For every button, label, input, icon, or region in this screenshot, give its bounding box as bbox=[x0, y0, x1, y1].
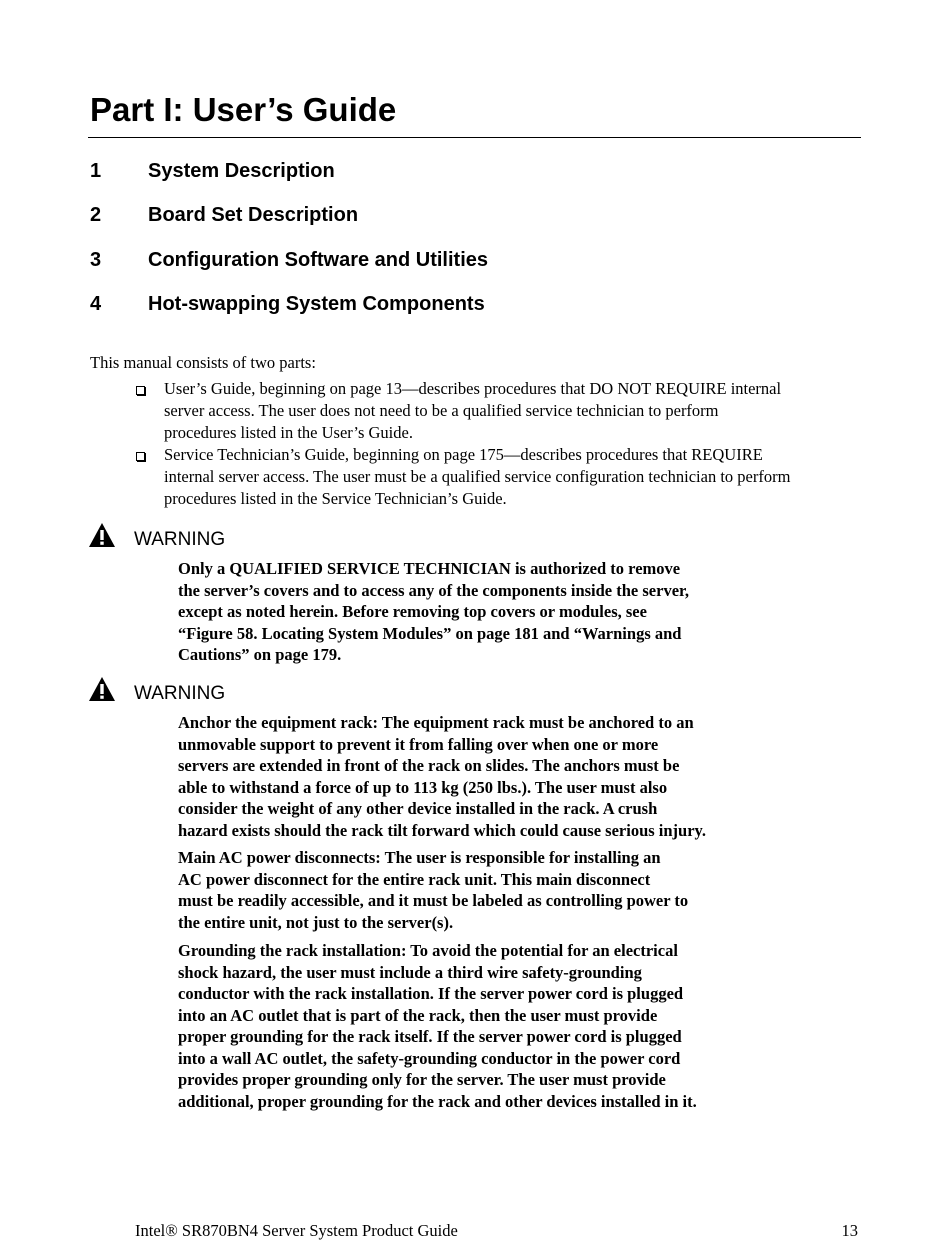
text-line: shock hazard, the user must include a third wire safety-grounding bbox=[178, 962, 642, 982]
text-line: Anchor the equipment rack: The equipment rack must be anchored to an bbox=[178, 713, 694, 732]
text-line: Main AC power disconnects: The user is responsible for installing an bbox=[178, 848, 661, 867]
warning-paragraph bbox=[178, 847, 688, 933]
chapter-title: Hot-swapping System Components bbox=[148, 292, 485, 315]
text-line: Only a QUALIFIED SERVICE TECHNICIAN is authorized to remove bbox=[178, 559, 681, 578]
text-line: into a wall AC outlet, the safety-grounding conductor in the power cord bbox=[178, 1048, 681, 1068]
text-line: into an AC outlet that is part of the rack, then the user must provide bbox=[178, 1005, 658, 1025]
warning-paragraph bbox=[178, 558, 689, 666]
chapter-number: 2 bbox=[90, 204, 102, 227]
chapter-title: Board Set Description bbox=[148, 204, 359, 227]
text-line: procedures listed in the Service Technician’s Guide. bbox=[164, 488, 507, 508]
chapter-number: 3 bbox=[90, 248, 102, 271]
footer-document-title: Intel® SR870BN4 Server System Product Guide bbox=[135, 1221, 458, 1240]
text-line: consider the weight of any other device installed in the rack. A crush bbox=[178, 799, 658, 818]
text-line: internal server access. The user must be a qualified service configuration technician to perform bbox=[164, 467, 791, 487]
warning-heading: WARNING bbox=[134, 683, 226, 704]
manual-parts-list bbox=[136, 378, 866, 511]
text-line: procedures listed in the User’s Guide. bbox=[164, 422, 413, 442]
chapter-number: 4 bbox=[90, 292, 102, 315]
text-line: except as noted herein. Before removing top covers or modules, see bbox=[178, 602, 647, 621]
warning-icon bbox=[88, 676, 116, 702]
warning-paragraph bbox=[178, 940, 697, 1112]
text-line: hazard exists should the rack tilt forward which could cause serious injury. bbox=[178, 820, 707, 840]
text-line: the server’s covers and to access any of the components inside the server, bbox=[178, 580, 689, 600]
text-line: provides proper grounding only for the server. The user must provide bbox=[178, 1070, 666, 1089]
text-line: must be readily accessible, and it must be labeled as controlling power to bbox=[178, 891, 689, 910]
text-line: servers are extended in front of the rack on slides. The anchors must be bbox=[178, 756, 680, 775]
warning-paragraph bbox=[178, 712, 706, 841]
checkbox-bullet-icon bbox=[136, 386, 145, 395]
title-rule bbox=[88, 137, 861, 138]
text-line: Cautions” on page 179. bbox=[178, 645, 342, 664]
text-line: server access. The user does not need to be a qualified service technician to perform bbox=[164, 400, 719, 420]
text-line: “Figure 58. Locating System Modules” on page 181 and “Warnings and bbox=[178, 623, 682, 643]
text-line: additional, proper grounding for the rack and other devices installed in it. bbox=[178, 1091, 697, 1111]
page-title: Part I: User’s Guide bbox=[90, 91, 397, 128]
chapter-title: Configuration Software and Utilities bbox=[148, 248, 489, 271]
checkbox-bullet-icon bbox=[136, 452, 145, 461]
text-line: Service Technician’s Guide, beginning on page 175—describes procedures that REQUIRE bbox=[164, 445, 763, 465]
manual-part-item bbox=[136, 444, 866, 509]
chapter-title: System Description bbox=[148, 160, 335, 182]
text-line: User’s Guide, beginning on page 13—describes procedures that DO NOT REQUIRE internal bbox=[164, 379, 782, 398]
warning-heading: WARNING bbox=[134, 529, 226, 550]
text-line: proper grounding for the rack itself. If the server power cord is plugged bbox=[178, 1027, 682, 1046]
warning-icon bbox=[88, 522, 116, 548]
text-line: conductor with the rack installation. If the server power cord is plugged bbox=[178, 984, 684, 1003]
text-line: unmovable support to prevent it from falling over when one or more bbox=[178, 734, 659, 754]
text-line: AC power disconnect for the entire rack unit. This main disconnect bbox=[178, 869, 651, 889]
chapter-number: 1 bbox=[90, 160, 102, 182]
manual-part-item bbox=[136, 378, 866, 443]
text-line: Grounding the rack installation: To avoid the potential for an electrical bbox=[178, 941, 678, 960]
text-line: able to withstand a force of up to 113 kg (250 lbs.). The user must also bbox=[178, 777, 668, 797]
footer-page-number: 13 bbox=[841, 1221, 858, 1240]
intro-text: This manual consists of two parts: bbox=[90, 353, 316, 372]
text-line: the entire unit, not just to the server(s). bbox=[178, 912, 454, 932]
